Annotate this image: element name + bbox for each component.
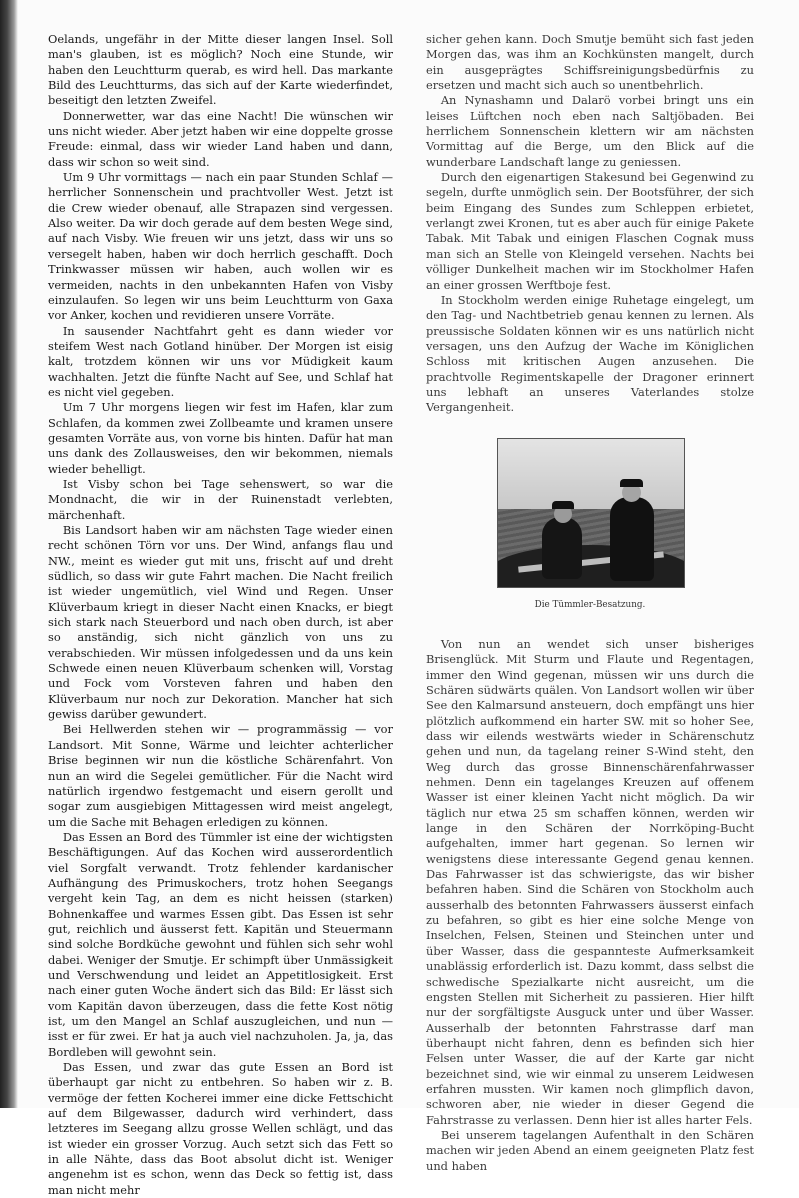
paragraph: Das Essen an Bord des Tümmler ist eine der wichtigsten Beschäftigungen. Auf das Kochen wird ausserordentlich viel Sorgfalt verwandt. Trotz fehlender kardanischer Aufhängung des Primuskochers, trotz hohen Seegangs vergeht kein Tag, an dem es nicht heissen (starken) Bohnenkaffee und warmes Essen gibt. Das Essen ist sehr gut, reichlich und äusserst fett. Kapitän und Steuermann sind solche Bordküche gewohnt und fühlen sich sehr wohl dabei. Weniger der Smutje. Er schimpft über Unmässigkeit und Verschwendung und leidet an Appetitlosigkeit. Erst nach einer guten Woche ändert sich das Bild: Er lässt sich vom Kapitän davon überzeugen, dass die fette Kost nötig ist, um den Mangel an Schlaf auszugleichen, und nun — isst er für zwei. Er hat ja auch viel nachzuholen. Ja, ja, das Bordleben will gewohnt sein. xyxy=(48,829,393,1059)
binding-shadow xyxy=(0,0,18,1108)
crew-photo-figure xyxy=(497,438,683,613)
paragraph: Von nun an wendet sich unser bisheriges Brisenglück. Mit Sturm und Flaute und Regentagen, immer den Wind gegenan, müssen wir uns durch die Schären südwärts quälen. Von Landsort wollen wir über See den Kalmarsund ansteuern, doch empfängt uns hier plötzlich aufkommend ein harter SW. mit so hoher See, dass wir eilends westwärts wieder in Schärenschutz gehen und nun, da tagelang reiner S-Wind steht, den Weg durch das grosse Binnenschärenfahrwasser nehmen. Denn ein tagelanges Kreuzen auf offenem Wasser ist einer kleinen Yacht nicht möglich. Da wir täglich nur etwa 25 sm schaffen können, werden wir lange in den Schären der Norrköping-Bucht aufgehalten, immer hart gegenan. So lernen wir wenigstens diese interessante Gegend genau kennen. Das Fahrwasser ist das schwierigste, das wir bisher befahren haben. Sind die Schären von Stockholm auch ausserhalb des betonnten Fahrwassers äusserst einfach zu befahren, so gibt es hier eine solche Menge von Inselchen, Felsen, Steinen und Steinchen unter und über Wasser, dass die gespannteste Aufmerksamkeit unablässig erforderlich ist. Dazu kommt, dass selbst die schwedische Spezialkarte nicht ausreicht, um die engsten Stellen mit Sicherheit zu passieren. Hier hilft nur der sorgfältigste Ausguck unter und über Wasser. Ausserhalb der betonnten Fahrstrasse darf man überhaupt nicht fahren, denn es befinden sich hier Felsen unter Wasser, die auf der Karte gar nicht bezeichnet sind, wie wir einmal zu unserem Leidwesen erfahren mussten. Wir kamen noch glimpflich davon, schworen aber, nie wieder in dieser Gegend die Fahrstrasse zu verlassen. Denn hier ist alles harter Fels. xyxy=(426,636,754,1127)
paragraph: Donnerwetter, war das eine Nacht! Die wünschen wir uns nicht wieder. Aber jetzt haben wir eine doppelte grosse Freude: einmal, dass wir wieder Land haben und dann, dass wir schon so weit sind. xyxy=(48,108,393,169)
left-column xyxy=(48,32,393,1198)
paragraph: Durch den eigenartigen Stakesund bei Gegenwind zu segeln, durfte unmöglich sein. Der Bootsführer, der sich beim Eingang des Sundes zum Schleppen erbietet, verlangt zwei Kronen, tut es aber auch für einige Pakete Tabak. Mit Tabak und einigen Flaschen Cognak muss man sich an Stelle von Kleingeld versehen. Nachts bei völliger Dunkelheit machen wir im Stockholmer Hafen an einer grossen Werftboje fest. xyxy=(426,170,754,292)
paragraph: Um 7 Uhr morgens liegen wir fest im Hafen, klar zum Schlafen, da kommen zwei Zollbeamte und kramen unsere gesamten Vorräte aus, von vorne bis hinten. Dafür hat man uns dank des Zollausweises, den wir bekommen, niemals wieder behelligt. xyxy=(48,400,393,476)
photo-sailor-right-cap xyxy=(620,479,643,487)
paragraph: sicher gehen kann. Doch Smutje bemüht sich fast jeden Morgen das, was ihm an Kochkünsten mangelt, durch ein ausgeprägtes Schiffsreinigungsbedürfnis zu ersetzen und macht sich auch so unentbehrlich. xyxy=(426,32,754,93)
right-column xyxy=(426,32,754,1174)
photo-sailor-right xyxy=(610,497,654,581)
paragraph: Bei unserem tagelangen Aufenthalt in den Schären machen wir jeden Abend an einem geeigneten Platz fest und haben xyxy=(426,1127,754,1173)
photo-sailor-left-cap xyxy=(552,501,574,509)
paragraph: Oelands, ungefähr in der Mitte dieser langen Insel. Soll man's glauben, ist es möglich? Noch eine Stunde, wir haben den Leuchtturm querab, es wird hell. Das markante Bild des Leuchtturms, das sich auf der Karte wiederfindet, beseitigt den letzten Zweifel. xyxy=(48,32,393,108)
paragraph: Das Essen, und zwar das gute Essen an Bord ist überhaupt gar nicht zu entbehren. So haben wir z. B. vermöge der fetten Kocherei immer eine dicke Fettschicht auf dem Bilgewasser, dadurch wird verhindert, dass letzteres im Seegang allzu grosse Wellen schlägt, und das ist wieder ein grosser Vorzug. Auch setzt sich das Fett so in alle Nähte, dass das Boot absolut dicht ist. Weniger angenehm ist es schon, wenn das Deck so fettig ist, dass man nicht mehr xyxy=(48,1060,393,1197)
paragraph: Ist Visby schon bei Tage sehenswert, so war die Mondnacht, die wir in der Ruinenstadt verlebten, märchenhaft. xyxy=(48,476,393,522)
paragraph: An Nynashamn und Dalarö vorbei bringt uns ein leises Lüftchen noch eben nach Saltjöbaden. Bei herrlichem Sonnenschein klettern wir am nächsten Vormittag auf die Berge, um den Blick auf die wunderbare Landschaft lange zu geniessen. xyxy=(426,93,754,169)
paragraph: In Stockholm werden einige Ruhetage eingelegt, um den Tag- und Nachtbetrieb genau kennen zu lernen. Als preussische Soldaten können wir es uns natürlich nicht versagen, uns den Aufzug der Wache im Königlichen Schloss mit kritischen Augen anzusehen. Die prachtvolle Regimentskapelle der Dragoner erinnert uns lebhaft an unseres Vaterlandes stolze Vergangenheit. xyxy=(426,292,754,415)
photo-sailor-left xyxy=(542,517,582,579)
paragraph: In sausender Nachtfahrt geht es dann wieder vor steifem West nach Gotland hinüber. Der Morgen ist eisig kalt, trotzdem können wir uns vor Müdigkeit kaum wachhalten. Jetzt die fünfte Nacht auf See, und Schlaf hat es nicht viel gegeben. xyxy=(48,323,393,399)
paragraph: Um 9 Uhr vormittags — nach ein paar Stunden Schlaf — herrlicher Sonnenschein und prachtvoller West. Jetzt ist die Crew wieder obenauf, alle Strapazen sind vergessen. Also weiter. Da wir doch gerade auf dem besten Wege sind, auf nach Visby. Wie freuen wir uns jetzt, dass wir uns so versegelt haben, haben wir doch herrlich geschafft. Doch Trinkwasser müssen wir haben, auch wollen wir es vermeiden, nachts in den unbekannten Hafen von Visby einzulaufen. So legen wir uns beim Leuchtturm von Gaxa vor Anker, kochen und revidieren unsere Vorräte. xyxy=(48,170,393,323)
paragraph: Bis Landsort haben wir am nächsten Tage wieder einen recht schönen Törn vor uns. Der Wind, anfangs flau und NW., meint es wieder gut mit uns, frischt auf und dreht südlich, so dass wir gute Fahrt machen. Die Nacht freilich ist wieder ungemütlich, viel Wind und Regen. Unser Klüverbaum kriegt in dieser Nacht einen Knacks, er biegt sich stark nach Steuerbord und nach oben durch, ist aber so anständig, sich nicht gänzlich von uns zu verabschieden. Wir müssen infolgedessen und da uns kein Schwede einen neuen Klüverbaum schenken will, Vorstag und Fock vom Vorsteven fahren und haben den Klüverbaum nur noch zur Dekoration. Mancher hat sich gewiss darüber gewundert. xyxy=(48,523,393,722)
paragraph: Bei Hellwerden stehen wir — programmässig — vor Landsort. Mit Sonne, Wärme und leichter achterlicher Brise beginnen wir nun die köstliche Schärenfahrt. Von nun an wird die Segelei gemütlicher. Für die Nacht wird natürlich irgendwo festgemacht und eisern gerollt und sogar zum ausgiebigen Mittagessen wird meist angelegt, um die Sache mit Behagen erledigen zu können. xyxy=(48,722,393,829)
photo-sky xyxy=(498,439,684,509)
figure-caption: Die Tümmler-Besatzung. xyxy=(534,599,646,610)
crew-photo xyxy=(497,438,685,588)
